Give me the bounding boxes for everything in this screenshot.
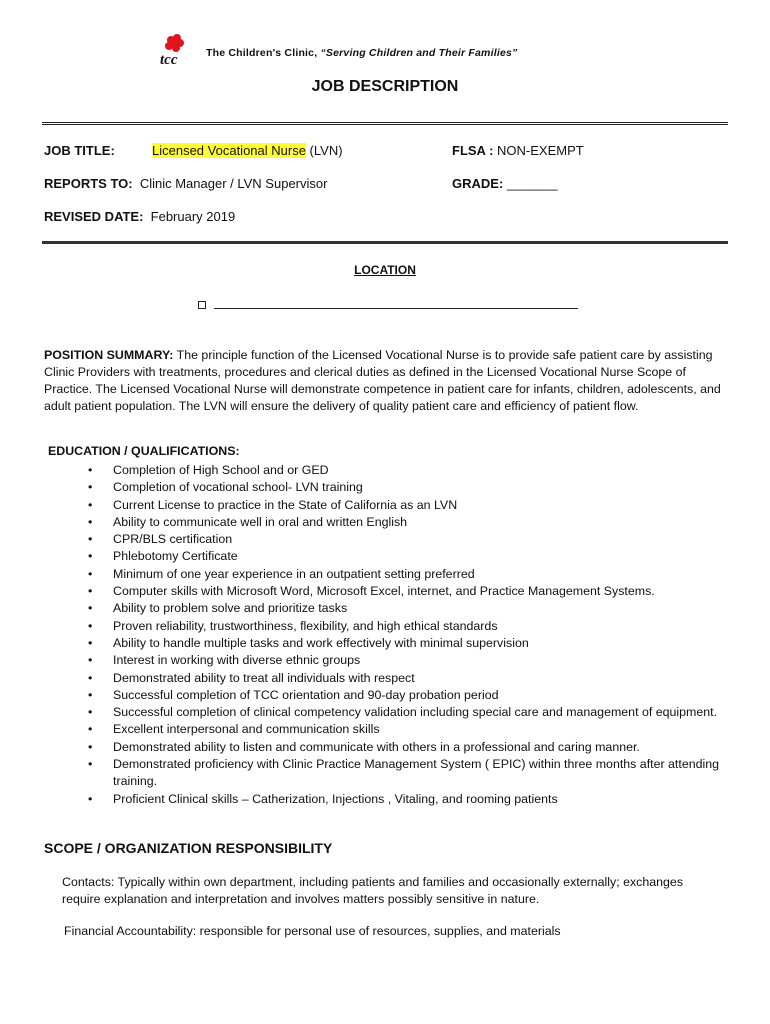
list-item: • Ability to problem solve and prioritize tasks	[88, 600, 728, 617]
location-blank-line[interactable]	[214, 300, 578, 309]
page-header	[156, 28, 517, 68]
grade-value: _______	[503, 176, 558, 191]
list-item: • Interest in working with diverse ethnic groups	[88, 652, 728, 669]
grade-label: GRADE:	[452, 176, 504, 191]
list-item: • Demonstrated ability to treat all individuals with respect	[88, 670, 728, 687]
job-title-value: Licensed Vocational Nurse (LVN)	[152, 143, 343, 158]
grade-field	[452, 176, 558, 191]
job-title-highlight: Licensed Vocational Nurse	[152, 143, 306, 158]
reports-to-label: REPORTS TO:	[44, 176, 133, 191]
clinic-tagline: “Serving Children and Their Families”	[320, 47, 518, 59]
list-item: • Current License to practice in the State of California as an LVN	[88, 497, 728, 514]
list-item: • Demonstrated proficiency with Clinic Practice Management System ( EPIC) within three months after attending training.	[88, 756, 728, 791]
revised-date-label: REVISED DATE:	[44, 209, 144, 224]
job-title-label: JOB TITLE:	[44, 143, 115, 158]
scope-financial: Financial Accountability: responsible for personal use of resources, supplies, and materials	[64, 924, 561, 938]
list-item: • Completion of High School and or GED	[88, 462, 728, 479]
position-summary-label: POSITION SUMMARY:	[44, 348, 174, 362]
flsa-field	[452, 143, 584, 158]
list-item: • Ability to communicate well in oral and written English	[88, 514, 728, 531]
clinic-logo	[156, 29, 202, 67]
scope-contacts: Contacts: Typically within own department, including patients and families and occasionally externally; exchanges require explanation and interpretation and involves matters possibly sensitive in nature.	[62, 875, 684, 906]
reports-to-value: Clinic Manager / LVN Supervisor	[132, 176, 328, 191]
list-item: • Ability to handle multiple tasks and work effectively with minimal supervision	[88, 635, 728, 652]
divider-top	[42, 122, 728, 125]
education-title: EDUCATION / QUALIFICATIONS:	[48, 444, 240, 458]
document-title: JOB DESCRIPTION	[311, 78, 459, 95]
list-item: • Successful completion of clinical competency validation including special care and management of equipment.	[88, 704, 728, 721]
list-item: • CPR/BLS certification	[88, 531, 728, 548]
reports-to-field	[44, 176, 327, 191]
education-list	[88, 462, 728, 808]
location-title: LOCATION	[354, 263, 416, 277]
clinic-name: The Children's Clinic,	[206, 47, 321, 59]
list-item: • Proficient Clinical skills – Catherization, Injections , Vitaling, and rooming patients	[88, 791, 728, 808]
list-item: • Computer skills with Microsoft Word, Microsoft Excel, internet, and Practice Management Systems.	[88, 583, 728, 600]
flsa-value: NON-EXEMPT	[493, 143, 584, 158]
list-item: • Demonstrated ability to listen and communicate with others in a professional and caring manner.	[88, 739, 728, 756]
location-entry[interactable]	[198, 300, 578, 309]
list-item: • Proven reliability, trustworthiness, flexibility, and high ethical standards	[88, 618, 728, 635]
flsa-label: FLSA :	[452, 143, 494, 158]
location-checkbox[interactable]	[198, 301, 206, 309]
position-summary	[44, 347, 728, 415]
list-item: • Minimum of one year experience in an outpatient setting preferred	[88, 566, 728, 583]
list-item: • Successful completion of TCC orientation and 90-day probation period	[88, 687, 728, 704]
revised-date-field	[44, 209, 235, 224]
divider-bottom	[42, 241, 728, 244]
scope-title: SCOPE / ORGANIZATION RESPONSIBILITY	[44, 840, 333, 856]
revised-date-value: February 2019	[143, 209, 236, 224]
position-summary-text: The principle function of the Licensed Vocational Nurse is to provide safe patient care by assisting Clinic Providers with treatments, procedures and clerical duties as defined in the Licensed Vocational Nurse Scope of Practice. The Licensed Vocational Nurse will demonstrate competence in patient care for infants, children, adolescents, and adult patient population. The LVN will ensure the delivery of quality patient care and efficiency of patient flow.	[44, 348, 721, 413]
list-item: • Completion of vocational school- LVN training	[88, 479, 728, 496]
list-item: • Phlebotomy Certificate	[88, 548, 728, 565]
header-line	[206, 47, 517, 59]
logo-text: tcc	[160, 52, 178, 67]
list-item: • Excellent interpersonal and communication skills	[88, 721, 728, 738]
